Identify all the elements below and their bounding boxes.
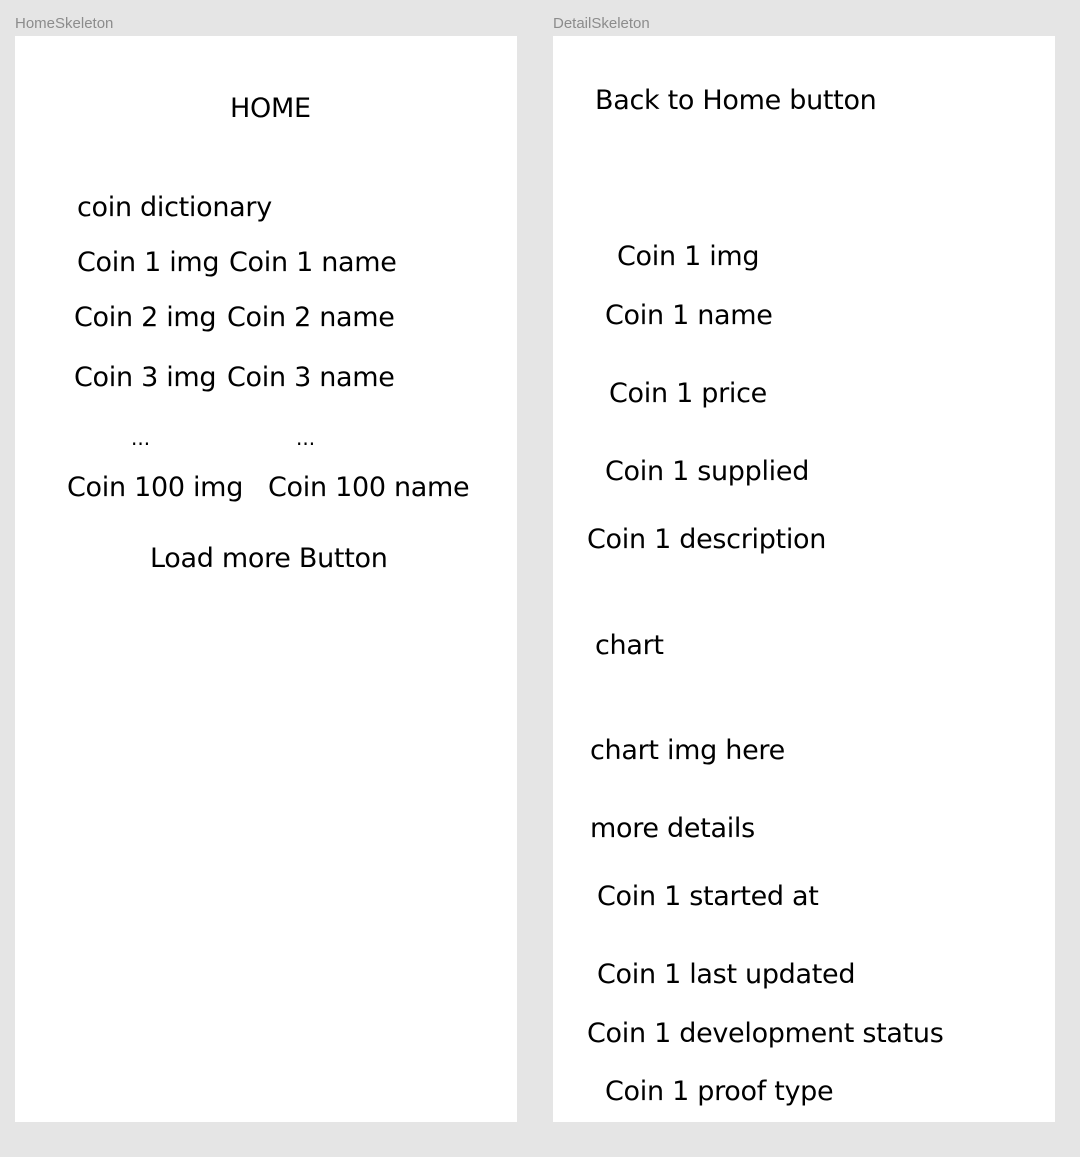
coin-100-name-link[interactable]: Coin 100 name <box>268 472 470 503</box>
coin-dictionary-label: coin dictionary <box>77 192 272 223</box>
coin-100-img: Coin 100 img <box>67 472 244 503</box>
coin-2-img: Coin 2 img <box>74 302 217 333</box>
load-more-button[interactable]: Load more Button <box>150 543 388 574</box>
coin-detail-img: Coin 1 img <box>617 241 760 272</box>
coin-detail-name: Coin 1 name <box>605 300 773 331</box>
back-to-home-button[interactable]: Back to Home button <box>595 85 877 116</box>
ellipsis-img: ... <box>131 426 151 450</box>
ellipsis-name: ... <box>296 426 316 450</box>
home-frame-label: HomeSkeleton <box>15 15 114 32</box>
coin-1-img: Coin 1 img <box>77 247 220 278</box>
coin-1-name-link[interactable]: Coin 1 name <box>229 247 397 278</box>
coin-3-img: Coin 3 img <box>74 362 217 393</box>
chart-label: chart <box>595 630 664 661</box>
detail-skeleton-frame <box>553 36 1055 1122</box>
coin-3-name-link[interactable]: Coin 3 name <box>227 362 395 393</box>
coin-2-name-link[interactable]: Coin 2 name <box>227 302 395 333</box>
coin-proof-type: Coin 1 proof type <box>605 1076 834 1107</box>
coin-started-at: Coin 1 started at <box>597 881 819 912</box>
chart-img-placeholder: chart img here <box>590 735 785 766</box>
detail-frame-label: DetailSkeleton <box>553 15 650 32</box>
coin-last-updated: Coin 1 last updated <box>597 959 856 990</box>
coin-detail-price: Coin 1 price <box>609 378 767 409</box>
coin-detail-description: Coin 1 description <box>587 524 827 555</box>
coin-detail-supplied: Coin 1 supplied <box>605 456 810 487</box>
more-details-label: more details <box>590 813 755 844</box>
coin-development-status: Coin 1 development status <box>587 1018 944 1049</box>
home-skeleton-frame <box>15 36 517 1122</box>
home-title: HOME <box>230 93 311 124</box>
